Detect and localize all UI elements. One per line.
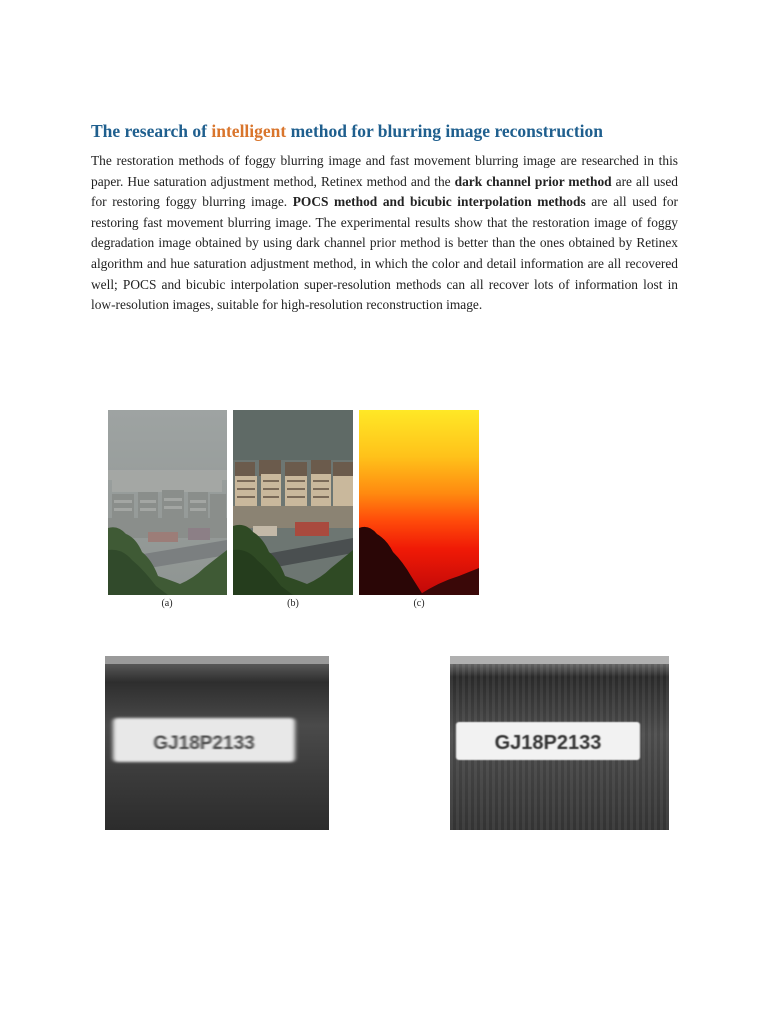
blurred-plate-image (105, 656, 329, 830)
caption-a: (a) (161, 598, 173, 609)
blurred-plate-text: GJ18P2133 (153, 733, 255, 754)
title-part2: method for blurring image reconstruction (286, 121, 603, 141)
caption-c: (c) (413, 598, 425, 609)
abstract-text-3: are all used for restoring fast movement blurring image. The experimental results show that the restoration image of foggy degradation image obtained by using dark channel prior method is better than the ones obtained by Retinex algorithm and hue saturation adjustment method, in which the color and detail information are all recovered well; POCS and bicubic interpolation super-resolution methods can all recover lots of information lost in low-resolution images, suitable for high-resolution reconstruction image. (91, 194, 679, 313)
restored-plate-image (450, 656, 669, 830)
transmission-map-c (359, 410, 479, 595)
dehazed-image-b (233, 410, 353, 595)
abstract-text-2: are all used for restoring foggy blurring image. (91, 173, 678, 210)
caption-b: (b) (287, 598, 299, 609)
foggy-image-a (108, 410, 227, 595)
title-highlight: intelligent (211, 121, 287, 141)
abstract-text-1: The restoration methods of foggy blurring image and fast movement blurring image are researched in this paper. Hue saturation adjustment method, Retinex method and the (91, 153, 678, 189)
restored-plate-text: GJ18P2133 (494, 732, 602, 754)
abstract-bold-pocs: POCS method and bicubic interpolation methods (292, 194, 586, 210)
abstract-bold-dark-channel: dark channel prior method (454, 173, 612, 189)
abstract-paragraph (91, 151, 678, 316)
title-part1: The research of (91, 121, 212, 141)
page-title (91, 121, 691, 142)
